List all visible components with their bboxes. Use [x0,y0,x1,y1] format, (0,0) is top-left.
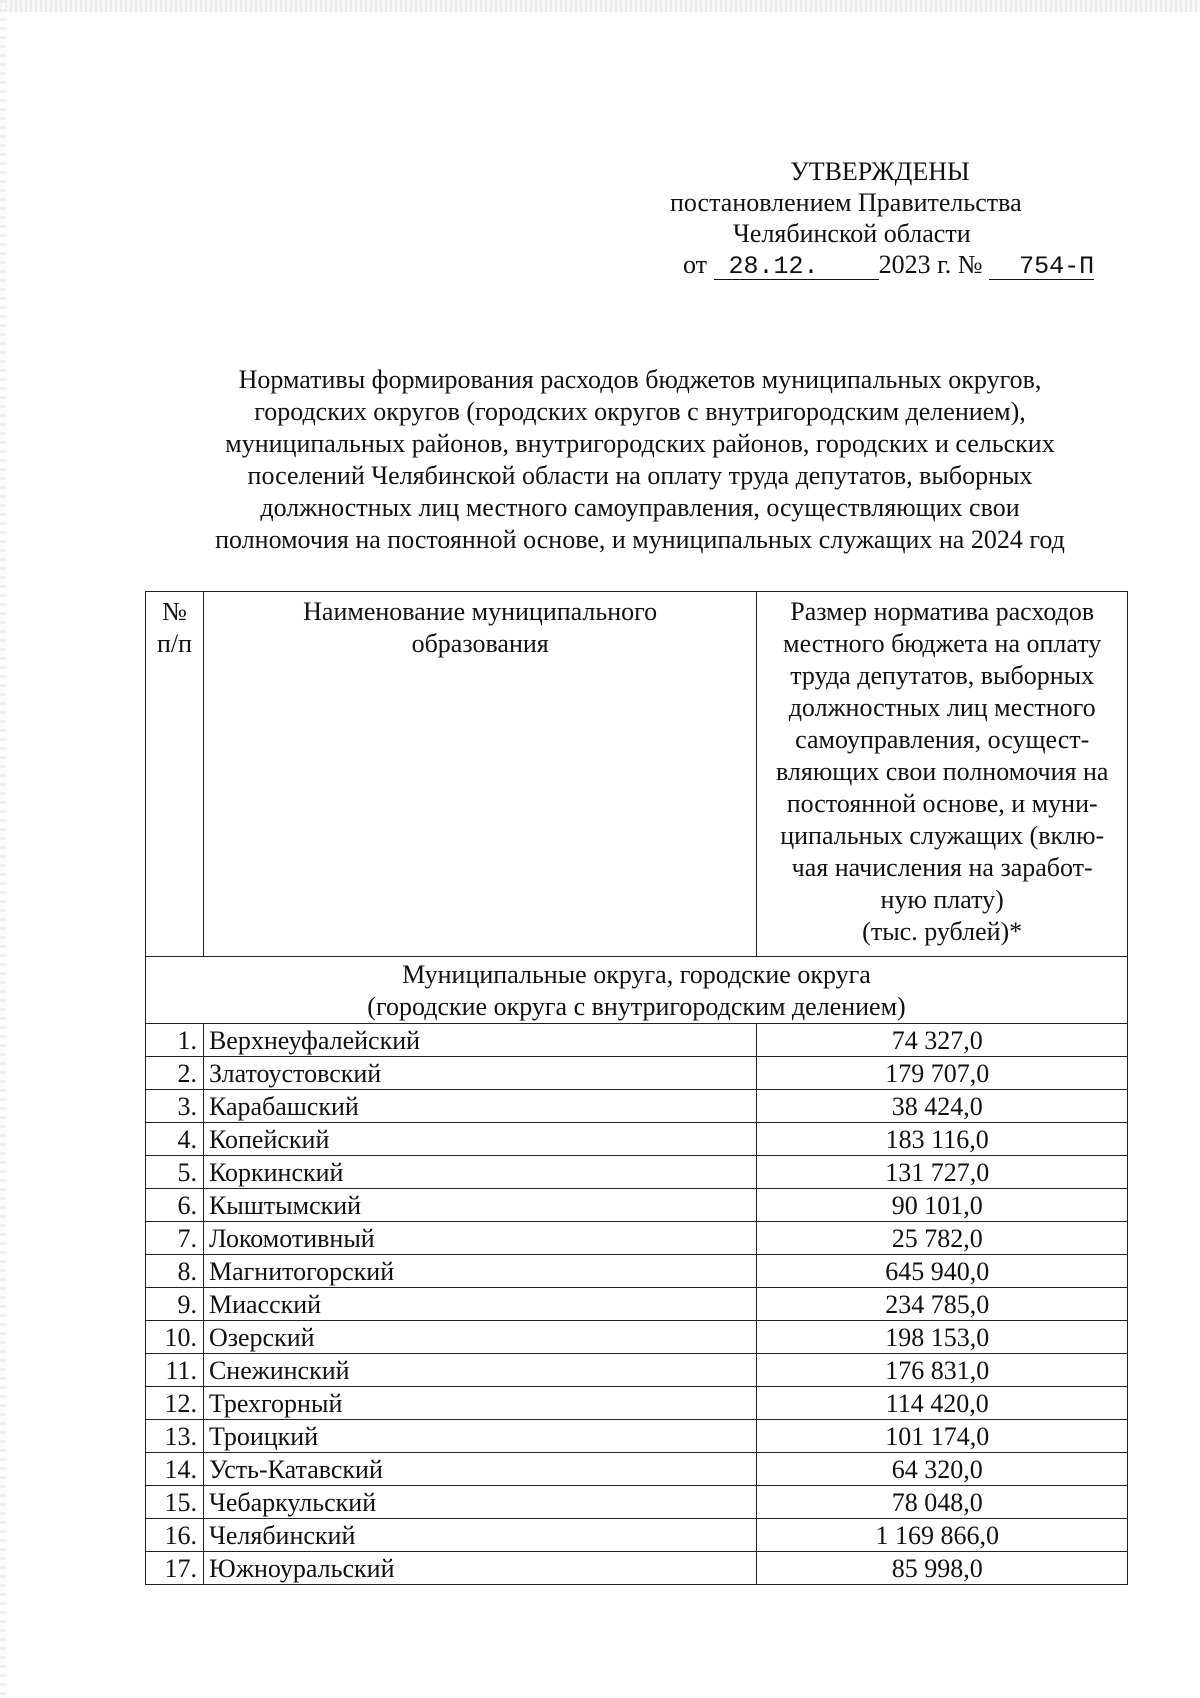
row-norm-value: 198 153,0 [757,1321,1128,1354]
row-municipality-name: Чебаркульский [203,1486,756,1519]
row-number: 7. [146,1222,204,1255]
table-row [146,1321,1128,1354]
row-municipality-name: Усть-Катавский [203,1453,756,1486]
row-municipality-name: Троицкий [203,1420,756,1453]
row-number: 13. [146,1420,204,1453]
heading-line: городских округов (городских округов с внутригородским делением), [254,397,1026,426]
approval-date-line [660,249,1095,281]
row-norm-value: 131 727,0 [757,1156,1128,1189]
section-title: Муниципальные округа, городские округа (городские округа с внутригородским делением) [146,957,1128,1024]
scan-artifact-top [0,0,1200,12]
table-row [146,1288,1128,1321]
row-norm-value: 176 831,0 [757,1354,1128,1387]
date-value: 28.12. [714,255,879,280]
table-row [146,1552,1128,1585]
table-row [146,1024,1128,1057]
heading-line: поселений Челябинской области на оплату труда депутатов, выборных [247,461,1033,490]
row-number: 6. [146,1189,204,1222]
row-number: 16. [146,1519,204,1552]
heading-line: должностных лиц местного самоуправления, осуществляющих свои [260,493,1020,522]
row-norm-value: 90 101,0 [757,1189,1128,1222]
approval-line-region: Челябинской области [733,219,971,248]
row-number: 1. [146,1024,204,1057]
row-number: 3. [146,1090,204,1123]
scan-artifact-left [0,0,6,1698]
row-municipality-name: Челябинский [203,1519,756,1552]
approval-block [660,156,1095,281]
table-row [146,1222,1128,1255]
row-norm-value: 85 998,0 [757,1552,1128,1585]
table-header-row [146,592,1128,957]
row-municipality-name: Миасский [203,1288,756,1321]
row-municipality-name: Магнитогорский [203,1255,756,1288]
row-number: 10. [146,1321,204,1354]
row-number: 12. [146,1387,204,1420]
norms-table [145,591,1128,1585]
row-number: 2. [146,1057,204,1090]
row-norm-value: 25 782,0 [757,1222,1128,1255]
heading-line: муниципальных районов, внутригородских районов, городских и сельских [225,429,1055,458]
table-row [146,1453,1128,1486]
row-norm-value: 645 940,0 [757,1255,1128,1288]
table-row [146,1057,1128,1090]
row-number: 14. [146,1453,204,1486]
table-row [146,1123,1128,1156]
row-number: 8. [146,1255,204,1288]
table-row [146,1189,1128,1222]
table-row [146,1486,1128,1519]
approval-title: УТВЕРЖДЕНЫ [790,157,970,186]
table-row [146,1090,1128,1123]
table-row [146,1354,1128,1387]
row-municipality-name: Трехгорный [203,1387,756,1420]
row-norm-value: 234 785,0 [757,1288,1128,1321]
heading-line: полномочия на постоянной основе, и муниципальных служащих на 2024 год [215,525,1065,554]
table-row [146,1387,1128,1420]
row-municipality-name: Южноуральский [203,1552,756,1585]
table-row [146,1156,1128,1189]
row-municipality-name: Озерский [203,1321,756,1354]
row-municipality-name: Верхнеуфалейский [203,1024,756,1057]
row-norm-value: 114 420,0 [757,1387,1128,1420]
row-number: 17. [146,1552,204,1585]
row-municipality-name: Карабашский [203,1090,756,1123]
year-text: 2023 г. № [878,250,983,279]
table-row [146,1420,1128,1453]
row-norm-value: 64 320,0 [757,1453,1128,1486]
document-heading [160,364,1120,556]
section-row [146,957,1128,1024]
table-row [146,1519,1128,1552]
approval-line-resolution: постановлением Правительства [670,188,1022,217]
row-number: 9. [146,1288,204,1321]
row-number: 15. [146,1486,204,1519]
row-norm-value: 1 169 866,0 [757,1519,1128,1552]
norms-table-wrapper [145,591,1128,1585]
row-municipality-name: Кыштымский [203,1189,756,1222]
row-municipality-name: Локомотивный [203,1222,756,1255]
row-municipality-name: Златоустовский [203,1057,756,1090]
row-number: 5. [146,1156,204,1189]
date-prefix: от [683,250,708,279]
row-municipality-name: Снежинский [203,1354,756,1387]
row-number: 4. [146,1123,204,1156]
row-norm-value: 74 327,0 [757,1024,1128,1057]
table-row [146,1255,1128,1288]
row-municipality-name: Копейский [203,1123,756,1156]
header-norm-size: Размер норматива расходов местного бюджета на оплату труда депутатов, выборных должностных лиц местного самоуправления, осущест- вляющих свои полномочия на постоянной основе, и муни- ципальных служащих (вклю- чая начисления на заработ- ную плату) (тыс. рублей)* [757,592,1128,957]
row-municipality-name: Коркинский [203,1156,756,1189]
row-norm-value: 78 048,0 [757,1486,1128,1519]
row-norm-value: 38 424,0 [757,1090,1128,1123]
header-municipality-name: Наименование муниципального образования [203,592,756,957]
heading-line: Нормативы формирования расходов бюджетов муниципальных округов, [238,365,1042,394]
number-value: 754-П [989,255,1094,280]
header-number: № п/п [146,592,204,957]
row-norm-value: 183 116,0 [757,1123,1128,1156]
row-norm-value: 101 174,0 [757,1420,1128,1453]
row-number: 11. [146,1354,204,1387]
row-norm-value: 179 707,0 [757,1057,1128,1090]
